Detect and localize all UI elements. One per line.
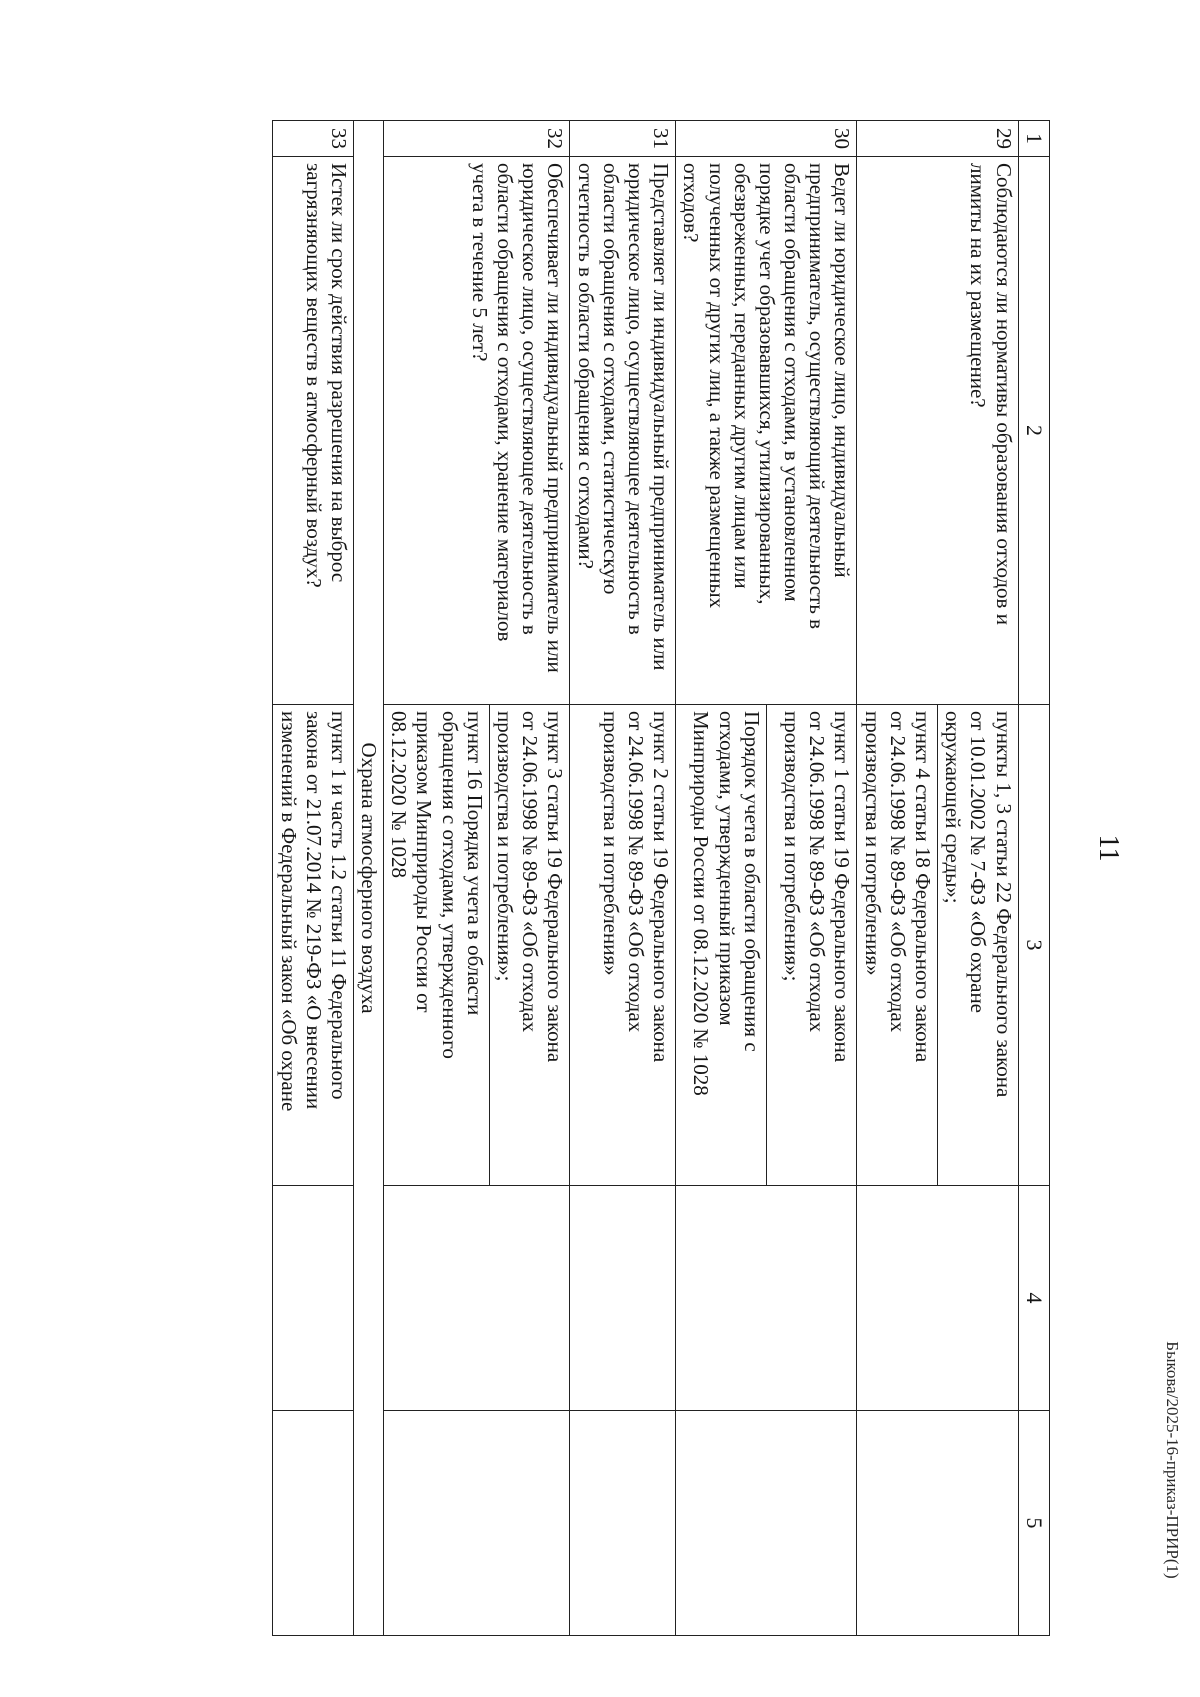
question-cell: Обеспечивает ли индивидуальный предприниматель или юридическое лицо, осуществляющее деятельность в области обращения с отходами, хранение материалов учета в течение 5 лет?	[384, 157, 570, 705]
note-cell	[384, 1411, 570, 1636]
reference-cell: пункт 16 Порядка учета в области обращения с отходами, утвержденного приказом Минприроды России от 08.12.2020 № 1028	[384, 705, 490, 1186]
answer-cell	[273, 1186, 354, 1411]
answer-cell	[857, 1186, 1018, 1411]
header-row	[1018, 121, 1049, 1636]
table-row	[766, 121, 857, 1636]
table-row	[570, 121, 676, 1636]
table-row	[273, 121, 354, 1636]
answer-cell	[384, 1186, 570, 1411]
question-cell: Соблюдаются ли нормативы образования отходов и лимиты на их размещение?	[857, 157, 1018, 705]
question-cell: Истек ли срок действия разрешения на выброс загрязняющих веществ в атмосферный воздух?	[273, 157, 354, 705]
requirements-table	[272, 120, 1050, 1636]
section-row	[353, 121, 383, 1636]
row-number: 30	[676, 121, 857, 157]
page-number: 11	[1093, 834, 1124, 862]
section-title: Охрана атмосферного воздуха	[353, 121, 383, 1636]
row-number: 32	[384, 121, 570, 157]
note-cell	[273, 1411, 354, 1636]
note-cell	[676, 1411, 857, 1636]
reference-cell: пункт 3 статьи 19 Федерального закона от 24.06.1998 № 89-ФЗ «Об отходах производства и потребления»;	[489, 705, 570, 1186]
answer-cell	[570, 1186, 676, 1411]
header-cell: 2	[1018, 157, 1049, 705]
row-number: 31	[570, 121, 676, 157]
header-cell: 4	[1018, 1186, 1049, 1411]
table-row	[489, 121, 570, 1636]
reference-cell: пункт 1 статьи 19 Федерального закона от 24.06.1998 № 89-ФЗ «Об отходах производства и потребления»;	[766, 705, 857, 1186]
note-cell	[570, 1411, 676, 1636]
note-cell	[857, 1411, 1018, 1636]
question-cell: Представляет ли индивидуальный предприниматель или юридическое лицо, осуществляющее деятельность в области обращения с отходами, статистическую отчетность в области обращения с отходами?	[570, 157, 676, 705]
reference-cell: пункт 4 статьи 18 Федерального закона от 24.06.1998 № 89-ФЗ «Об отходах производства и потребления»	[857, 705, 938, 1186]
table-row	[938, 121, 1019, 1636]
reference-cell: Порядок учета в области обращения с отходами, утвержденный приказом Минприроды России от 08.12.2020 № 1028	[676, 705, 767, 1186]
header-cell: 5	[1018, 1411, 1049, 1636]
row-number: 33	[273, 121, 354, 157]
header-cell: 3	[1018, 705, 1049, 1186]
reference-cell: пункты 1, 3 статьи 22 Федерального закона от 10.01.2002 № 7-ФЗ «Об охране окружающей среды»;	[938, 705, 1019, 1186]
row-number: 29	[857, 121, 1018, 157]
reference-cell: пункт 1 и часть 1.2 статьи 11 Федерального закона от 21.07.2014 № 219-ФЗ «О внесении изменений в Федеральный закон «Об охране	[273, 705, 354, 1186]
question-cell: Ведет ли юридическое лицо, индивидуальный предприниматель, осуществляющий деятельность в области обращения с отходами, в установленном порядке учет образовавшихся, утилизированных, обезвреженных, переданных другим лицам или полученных от других лиц, а также размещенных отходов?	[676, 157, 857, 705]
answer-cell	[676, 1186, 857, 1411]
reference-cell: пункт 2 статьи 19 Федерального закона от 24.06.1998 № 89-ФЗ «Об отходах производства и потребления»	[570, 705, 676, 1186]
header-cell: 1	[1018, 121, 1049, 157]
rotated-page-content	[165, 120, 1050, 1635]
document-footer: Быкова/2025-16-приказ-ПРИР(1)	[1163, 1341, 1182, 1579]
